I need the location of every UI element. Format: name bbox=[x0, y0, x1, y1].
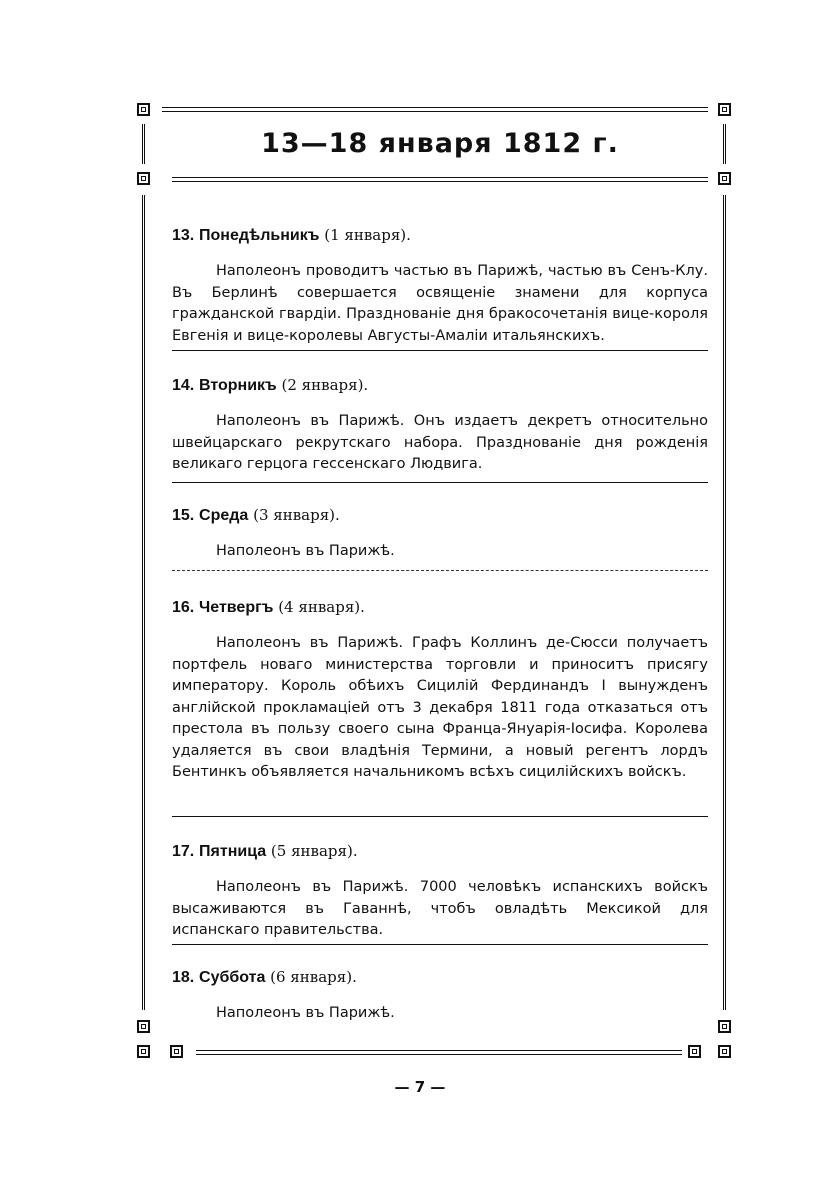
entry-heading bbox=[172, 840, 708, 863]
entry-weekday: Четвергъ bbox=[199, 599, 274, 616]
frame-top-rule bbox=[162, 107, 708, 112]
frame-title-rule bbox=[172, 177, 708, 182]
entry-number: 14. bbox=[172, 377, 195, 394]
frame-ornament-left-low bbox=[137, 1020, 150, 1033]
entry-text: Наполеонъ въ Парижѣ. 7000 человѣкъ испанскихъ войскъ высаживаются въ Гаваннѣ, чтобъ овладѣть Мексикой для испанскаго правительства. bbox=[172, 879, 708, 938]
frame-ornament-left-mid bbox=[137, 172, 150, 185]
entry-heading bbox=[172, 966, 708, 989]
entry-friday bbox=[172, 840, 708, 942]
entry-text: Наполеонъ проводитъ частью въ Парижѣ, частью въ Сенъ-Клу. Въ Берлинѣ совершается освященіе знамени для корпуса гражданской гвардіи. Празднованіе дня бракосочетанія вице-короля Евгенія и вице-королевы Августы-Амаліи итальянскихъ. bbox=[172, 263, 708, 344]
entry-saturday bbox=[172, 966, 708, 1025]
frame-corner-ornament-top-right bbox=[718, 103, 731, 116]
entry-thursday bbox=[172, 596, 708, 784]
entry-weekday: Среда bbox=[199, 507, 249, 524]
entry-heading bbox=[172, 374, 708, 397]
frame-left-side-bar bbox=[142, 195, 145, 1010]
entry-text: Наполеонъ въ Парижѣ. bbox=[216, 1005, 395, 1021]
frame-left-upper-bar bbox=[142, 124, 145, 164]
frame-right-side-bar bbox=[723, 195, 726, 1010]
entry-heading bbox=[172, 224, 708, 247]
entry-tuesday bbox=[172, 374, 708, 476]
entry-number: 16. bbox=[172, 599, 195, 616]
entry-weekday: Пятница bbox=[199, 843, 267, 860]
entry-old-style-date: (4 января). bbox=[278, 598, 365, 616]
page-number: — 7 — bbox=[394, 1078, 446, 1096]
entry-number: 17. bbox=[172, 843, 195, 860]
entry-monday bbox=[172, 224, 708, 347]
entry-separator bbox=[172, 350, 708, 351]
entry-wednesday bbox=[172, 504, 708, 563]
entry-text: Наполеонъ въ Парижѣ. Графъ Коллинъ де-Сюсси получаетъ портфель новаго министерства торговли и приноситъ присягу императору. Король обѣихъ Сицилій Фердинандъ I вынужденъ англійской прокламаціей отъ 3 декабря 1811 года отказаться отъ престола въ пользу своего сына Франца-Януарія-Іосифа. Королева удаляется въ свои владѣнія Термини, а новый регентъ лордъ Бентинкъ объявляется начальникомъ всѣхъ сицилійскихъ войскъ. bbox=[172, 635, 708, 780]
frame-ornament-right-low bbox=[718, 1020, 731, 1033]
entry-heading bbox=[172, 504, 708, 527]
frame-corner-ornament-bottom-right-2 bbox=[718, 1045, 731, 1058]
frame-right-upper-bar bbox=[723, 124, 726, 164]
entry-old-style-date: (2 января). bbox=[281, 376, 369, 394]
entry-old-style-date: (5 января). bbox=[270, 842, 358, 860]
entry-weekday: Понедѣльникъ bbox=[199, 227, 320, 244]
entry-separator bbox=[172, 482, 708, 483]
entry-separator bbox=[172, 944, 708, 945]
entry-text: Наполеонъ въ Парижѣ. bbox=[216, 543, 395, 559]
entry-old-style-date: (1 января). bbox=[324, 226, 411, 244]
entry-weekday: Суббота bbox=[199, 969, 266, 986]
entry-text: Наполеонъ въ Парижѣ. Онъ издаетъ декретъ относительно швейцарскаго рекрутскаго набора. Празднованіе дня рожденія великаго герцога гессенскаго Людвига. bbox=[172, 413, 708, 472]
frame-bottom-rule bbox=[196, 1050, 682, 1055]
entry-separator bbox=[172, 816, 708, 817]
frame-ornament-right-mid bbox=[718, 172, 731, 185]
entry-old-style-date: (3 января). bbox=[253, 506, 340, 524]
entry-old-style-date: (6 января). bbox=[270, 968, 357, 986]
entry-heading bbox=[172, 596, 708, 619]
page-title: 13—18 января 1812 г. bbox=[261, 128, 619, 159]
entry-weekday: Вторникъ bbox=[199, 377, 277, 394]
entry-separator bbox=[172, 570, 708, 571]
entry-number: 13. bbox=[172, 227, 195, 244]
entry-number: 18. bbox=[172, 969, 195, 986]
frame-corner-ornament-bottom-right-1 bbox=[688, 1045, 701, 1058]
frame-corner-ornament-bottom-left-2 bbox=[170, 1045, 183, 1058]
entry-number: 15. bbox=[172, 507, 195, 524]
frame-corner-ornament-bottom-left-1 bbox=[137, 1045, 150, 1058]
frame-corner-ornament-top-left bbox=[137, 103, 150, 116]
